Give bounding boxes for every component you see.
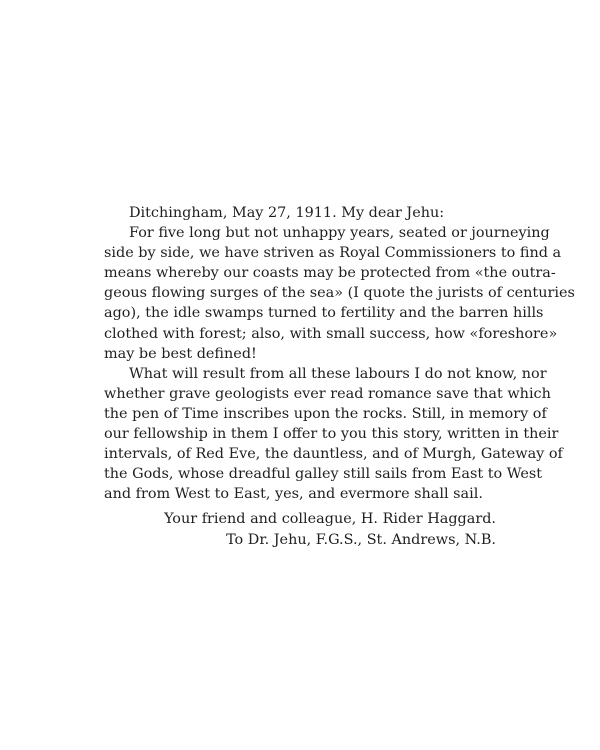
dedication-text bbox=[104, 203, 575, 550]
paragraph-line: means whereby our coasts may be protected from «the outra- bbox=[104, 265, 556, 282]
dedication-opening-line: Ditchingham, May 27, 1911. My dear Jehu: bbox=[129, 205, 445, 221]
paragraph-line: the Gods, whose dreadful galley still sails from East to West bbox=[104, 466, 543, 483]
paragraph-line: geous flowing surges of the sea» (I quote the jurists of centuries bbox=[104, 285, 575, 302]
paragraph-line: clothed with forest; also, with small success, how «foreshore» bbox=[104, 325, 558, 342]
paragraph-line: whether grave geologists ever read romance save that which bbox=[104, 385, 551, 402]
paragraph-line: ago), the idle swamps turned to fertility and the barren hills bbox=[104, 305, 544, 322]
paragraph-line: and from West to East, yes, and evermore shall sail. bbox=[104, 486, 483, 503]
paragraph-line: intervals, of Red Eve, the dauntless, and of Murgh, Gateway of bbox=[104, 446, 563, 463]
paragraph-line: may be best defined! bbox=[104, 345, 257, 362]
paragraph-line: side by side, we have striven as Royal Commissioners to find a bbox=[104, 245, 562, 262]
paragraph-line: What will result from all these labours I do not know, nor bbox=[129, 365, 547, 382]
paragraph-line: For five long but not unhappy years, seated or journeying bbox=[129, 225, 550, 242]
paragraph-line: the pen of Time inscribes upon the rocks. Still, in memory of bbox=[104, 405, 547, 422]
signature-line: Your friend and colleague, H. Rider Haggard. bbox=[164, 511, 496, 528]
addressee-line: To Dr. Jehu, F.G.S., St. Andrews, N.B. bbox=[226, 531, 496, 548]
paragraph-line: our fellowship in them I offer to you this story, written in their bbox=[104, 426, 559, 443]
